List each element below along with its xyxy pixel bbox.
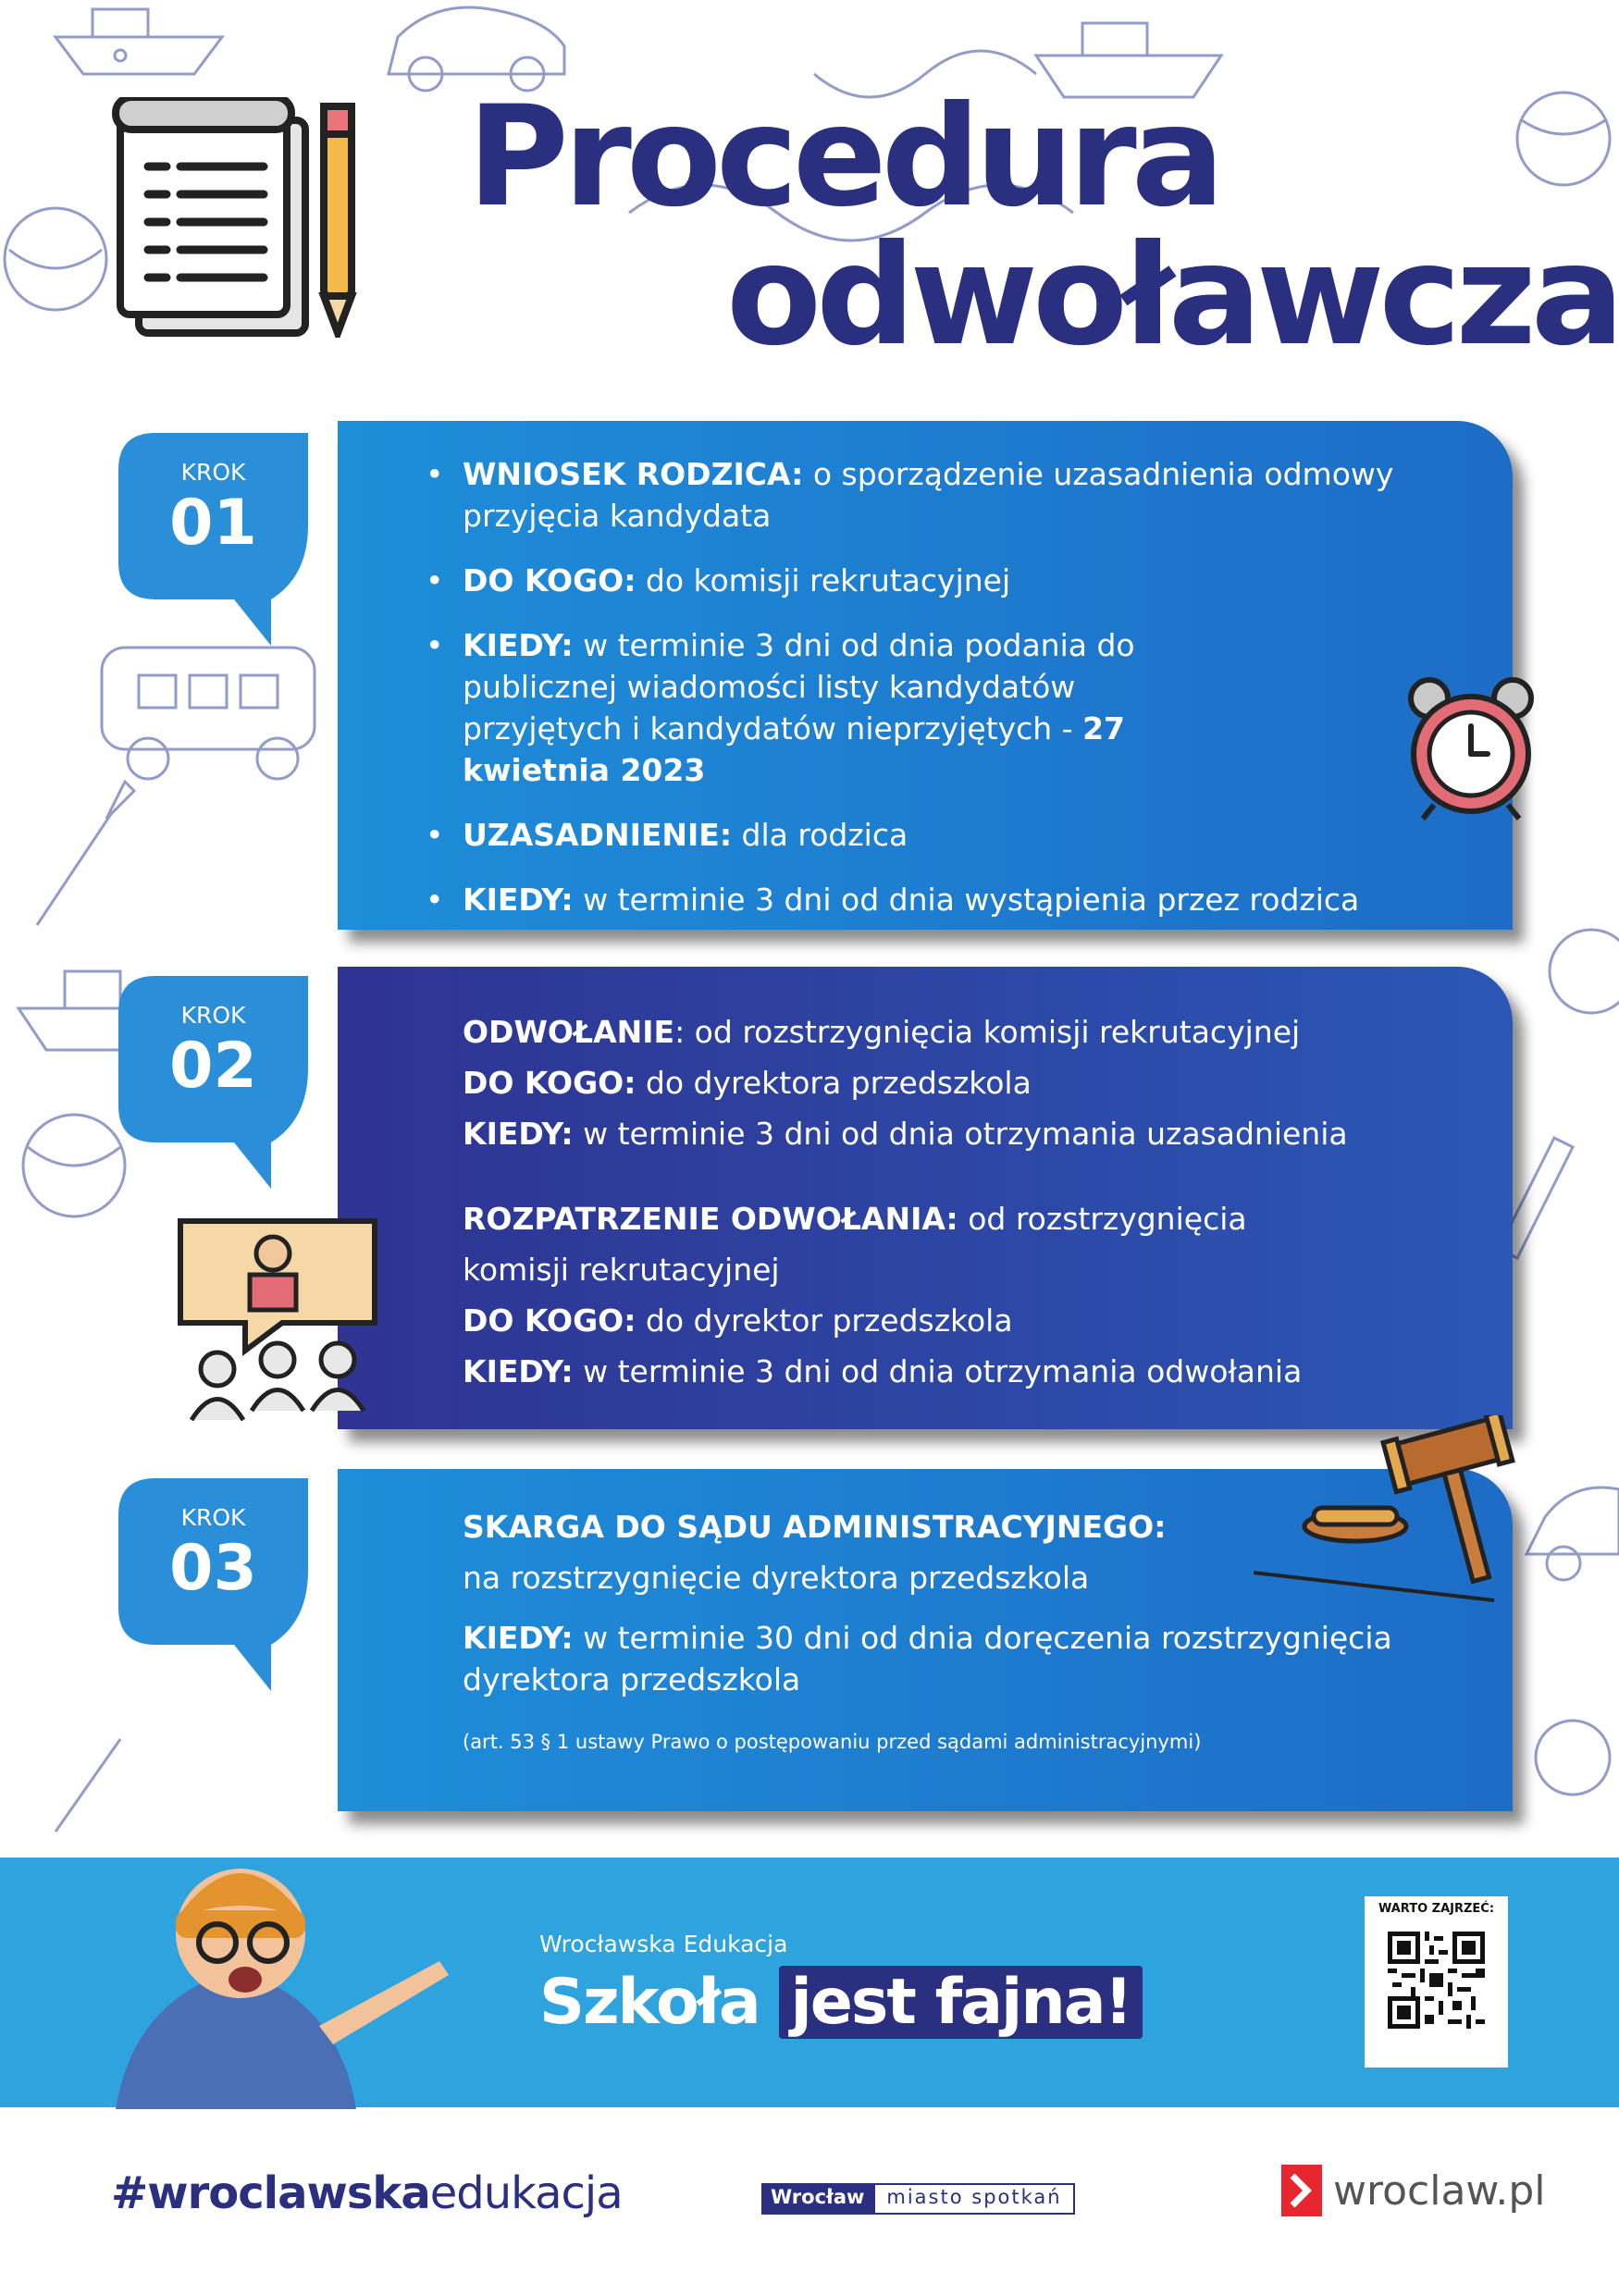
list-item: • KIEDY: w terminie 3 dni od dnia podania do publicznej wiadomości listy kandydatów przyjętych i kandydatów nieprzyjętych - 27 kwietnia 2023 bbox=[426, 624, 1415, 791]
wroclaw-pl-link[interactable] bbox=[1281, 2165, 1546, 2216]
list-item: • KIEDY: w terminie 3 dni od dnia wystąpienia przez rodzica bbox=[426, 879, 1415, 920]
banner-brand-small: Wrocławska Edukacja bbox=[539, 1931, 788, 1957]
qr-code[interactable] bbox=[1365, 1896, 1508, 2068]
review-row: KIEDY: w terminie 3 dni od dnia otrzymania odwołania bbox=[463, 1353, 1303, 1389]
step-1-list bbox=[426, 453, 1415, 944]
list-item: • UZASADNIENIE: dla rodzica bbox=[426, 814, 1415, 856]
doodle-ball-2 bbox=[5, 208, 106, 310]
child-photo bbox=[88, 1832, 486, 2109]
notepad-icon bbox=[111, 97, 361, 338]
step-number: 01 bbox=[169, 487, 257, 560]
hashtag: #wroclawskaedukacja bbox=[111, 2167, 623, 2219]
site-label: wroclaw.pl bbox=[1333, 2166, 1546, 2215]
doodle-ball-4 bbox=[1550, 930, 1619, 1013]
gavel-icon bbox=[1254, 1415, 1531, 1610]
doodle-ball-5 bbox=[1536, 1721, 1610, 1795]
list-item: • DO KOGO: do komisji rekrutacyjnej bbox=[426, 560, 1415, 601]
wroclaw-pl-icon bbox=[1281, 2165, 1322, 2216]
qr-caption: WARTO ZAJRZEĆ: bbox=[1378, 1902, 1495, 1916]
page-title bbox=[467, 77, 1619, 376]
doodle-boat-1 bbox=[56, 9, 222, 74]
step-1-panel bbox=[338, 421, 1513, 930]
step-2-panel bbox=[338, 967, 1513, 1429]
appeal-row: ODWOŁANIE: od rozstrzygnięcia komisji rekrutacyjnej bbox=[463, 1014, 1301, 1050]
review-row: DO KOGO: do dyrektor przedszkola bbox=[463, 1302, 1013, 1339]
legal-note: (art. 53 § 1 ustawy Prawo o postępowaniu przed sądami administracyjnymi) bbox=[463, 1731, 1202, 1753]
wroclaw-logo: Wrocław miasto spotkań bbox=[761, 2183, 1075, 2215]
appeal-row: DO KOGO: do dyrektora przedszkola bbox=[463, 1065, 1032, 1101]
step-label: KROK bbox=[180, 1504, 246, 1531]
qr-code-icon bbox=[1388, 1932, 1485, 2029]
pencil-icon bbox=[324, 106, 352, 333]
step-badge-3 bbox=[118, 1478, 308, 1636]
meeting-icon bbox=[171, 1212, 389, 1425]
appeal-row: KIEDY: w terminie 3 dni od dnia otrzymania uzasadnienia bbox=[463, 1116, 1348, 1152]
deadline-date: 27 kwietnia 2023 bbox=[463, 710, 1126, 788]
alarm-clock-icon bbox=[1406, 675, 1536, 823]
title-line-1: Procedura bbox=[467, 77, 1219, 238]
step-badge-1 bbox=[118, 433, 308, 590]
appeal-block bbox=[463, 1011, 1443, 1154]
review-row: komisji rekrutacyjnej bbox=[463, 1252, 780, 1288]
doodle-ball-3 bbox=[23, 1115, 125, 1216]
doodle-car-2 bbox=[1526, 1487, 1619, 1580]
complaint-deadline: KIEDY: w terminie 30 dni od dnia doręczenia rozstrzygnięcia dyrektora przedszkola bbox=[463, 1620, 1392, 1697]
step-label: KROK bbox=[180, 459, 246, 486]
doodle-brush-1 bbox=[37, 782, 134, 925]
banner-slogan: Szkoła jest fajna! bbox=[539, 1966, 1143, 2039]
title-line-2: odwoławcza bbox=[726, 216, 1619, 376]
review-row: ROZPATRZENIE ODWOŁANIA: od rozstrzygnięcia bbox=[463, 1201, 1247, 1237]
step-number: 02 bbox=[169, 1030, 257, 1103]
step-number: 03 bbox=[169, 1532, 257, 1605]
step-label: KROK bbox=[180, 1002, 246, 1029]
step-badge-2 bbox=[118, 976, 308, 1133]
list-item: • WNIOSEK RODZICA: o sporządzenie uzasadnienia odmowy przyjęcia kandydata bbox=[426, 453, 1415, 537]
complaint-subheading: na rozstrzygnięcie dyrektora przedszkola bbox=[463, 1560, 1090, 1596]
doodle-brush-2 bbox=[56, 1739, 120, 1832]
complaint-heading: SKARGA DO SĄDU ADMINISTRACYJNEGO: bbox=[463, 1509, 1167, 1545]
doodle-bus-1 bbox=[102, 648, 315, 779]
review-block bbox=[463, 1198, 1443, 1392]
